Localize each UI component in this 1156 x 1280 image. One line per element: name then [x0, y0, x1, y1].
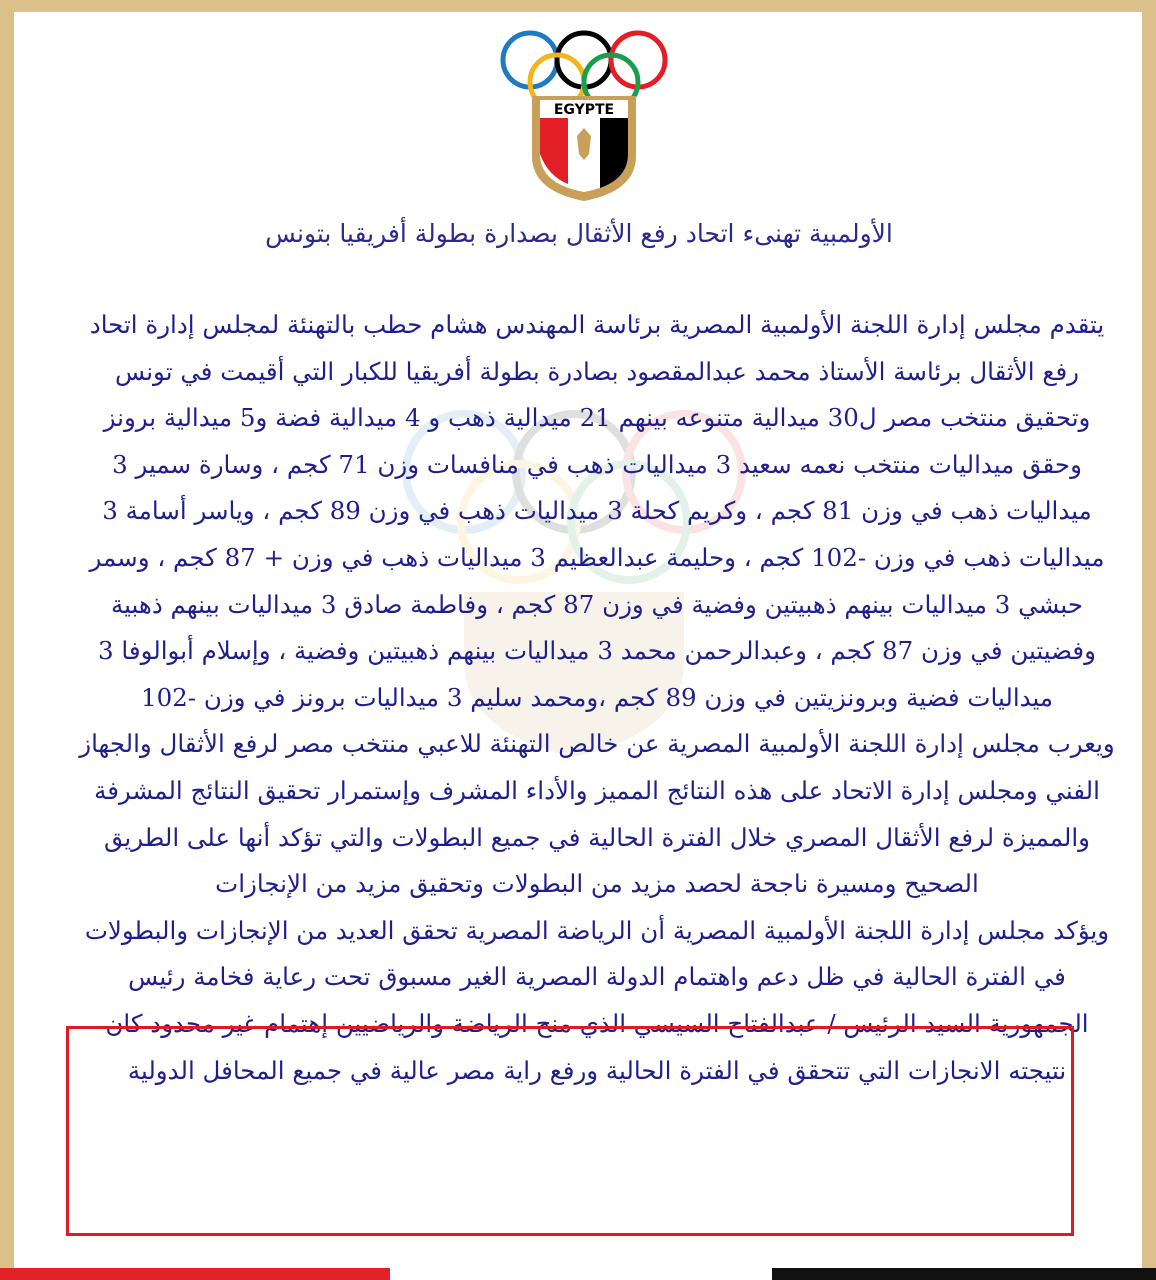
paragraph-state-support: ويؤكد مجلس إدارة اللجنة الأولمبية المصرية أن الرياضة المصرية تحقق العديد من الإنجازات والبطولات في الفترة الحالية في ظل دعم واهتمام الدولة المصرية الغير مسبوق تحت رعاية فخامة رئيس الجمهورية السيد الرئيس / عبدالفتاح السيسي الذي منح الرياضة والرياضيين إهتمام غير محدود كان نتيجته الانجازات التي تتحقق في الفترة الحالية ورفع راية مصر عالية في جميع المحافل الدولية: [84, 915, 1110, 1085]
document-page: [14, 12, 1142, 1268]
egypt-shield-icon: [532, 96, 636, 201]
bottom-bar-red: [0, 1268, 390, 1280]
bottom-bar-black: [772, 1268, 1156, 1280]
article-title: الأولمبية تهنىء اتحاد رفع الأثقال بصدارة بطولة أفريقيا بتونس: [265, 219, 893, 248]
highlight-annotation-box: [66, 1026, 1074, 1236]
bottom-bar-white: [390, 1268, 772, 1280]
shield-label: EGYPTE: [553, 102, 615, 118]
top-frame-border: [0, 0, 1156, 12]
paragraph-board-congratulations: ويعرب مجلس إدارة اللجنة الأولمبية المصرية عن خالص التهنئة للاعبي منتخب مصر لرفع الأثقال والجهاز الفني ومجلس إدارة الاتحاد على هذه النتائج المميز والأداء المشرف وإستمرار تحقيق النتائج المشرفة والمميزة لرفع الأثقال المصري خلال الفترة الحالية في جميع البطولات والتي تؤكد أنها على الطريق الصحيح ومسيرة ناجحة لحصد مزيد من البطولات وتحقيق مزيد من الإنجازات: [79, 729, 1115, 899]
paragraph-medalists: وحقق ميداليات منتخب نعمه سعيد 3 ميداليات ذهب في منافسات وزن 71 كجم ، وسارة سمير 3 ميداليات ذهب في وزن 81 كجم ، وكريم كحلة 3 ميداليات ذهب في وزن 89 كجم ، وياسر أسامة 3 ميداليات ذهب في وزن -102 كجم ، وحليمة عبدالعظيم 3 ميداليات ذهب في وزن + 87 كجم ، وسمر حبشي 3 ميداليات بينهم ذهبيتين وفضية في وزن 87 كجم ، وفاطمة صادق 3 ميداليات بينهم ذهبية وفضيتين في وزن 87 كجم ، وعبدالرحمن محمد 3 ميداليات بينهم ذهبيتين وفضية ، وإسلام أبوالوفا 3 ميداليات فضية وبرونزيتين في وزن 89 كجم ،ومحمد سليم 3 ميداليات برونز في وزن -102: [89, 449, 1105, 712]
article-body: [76, 302, 1118, 1094]
paragraph-congratulations: يتقدم مجلس إدارة اللجنة الأولمبية المصرية برئاسة المهندس هشام حطب بالتهنئة لمجلس إدارة اتحاد رفع الأثقال برئاسة الأستاذ محمد عبدالمقصود بصادرة بطولة أفريقيا للكبار التي أقيمت في تونس وتحقيق منتخب مصر ل30 ميدالية متنوعه بينهم 21 ميدالية ذهب و 4 ميدالية فضة و5 ميدالية برونز: [89, 310, 1105, 433]
egypt-olympic-committee-logo: [494, 26, 674, 206]
